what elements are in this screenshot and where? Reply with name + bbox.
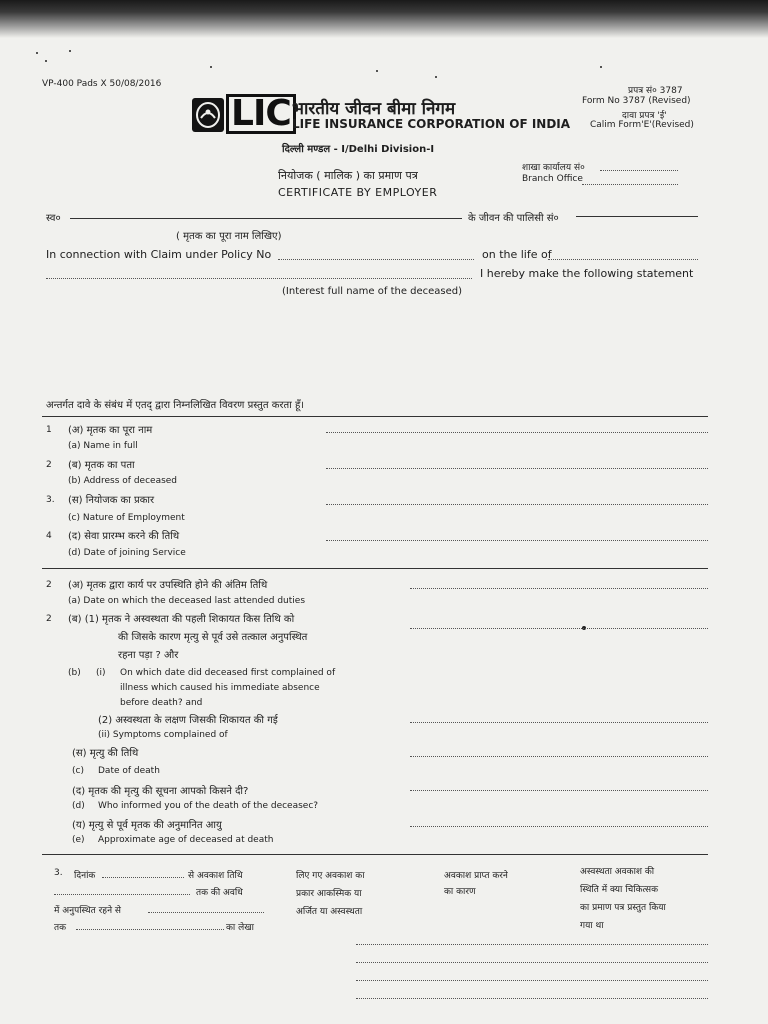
life-of-label: on the life of xyxy=(482,248,552,261)
employment-label: (c) Nature of Employment xyxy=(68,513,185,523)
item-b-roman: (i) xyxy=(96,668,106,678)
item-number: 1 xyxy=(46,425,52,435)
deceased-full-name-field[interactable] xyxy=(46,278,472,279)
leave-record-row[interactable] xyxy=(356,962,708,963)
policy-no-line[interactable] xyxy=(576,216,698,217)
title-hindi: नियोजक ( मालिक ) का प्रमाण पत्र xyxy=(278,169,418,182)
joining-date-field[interactable] xyxy=(326,540,708,541)
leave-record-row[interactable] xyxy=(356,944,708,945)
medical-cert-label-2: स्थिति में क्या चिकित्सक xyxy=(580,885,659,895)
scan-speck xyxy=(435,76,437,78)
leave-period-label: तक की अवधि xyxy=(196,888,243,898)
item-number: 4 xyxy=(46,531,52,541)
form-number: Form No 3787 (Revised) xyxy=(582,96,691,106)
age-label: Approximate age of deceased at death xyxy=(98,835,274,845)
medical-cert-label-3: का प्रमाण पत्र प्रस्तुत किया xyxy=(580,903,666,913)
division: दिल्ली मण्डल - I/Delhi Division-I xyxy=(282,144,435,155)
employment-field[interactable] xyxy=(326,504,708,505)
scan-speck xyxy=(69,50,71,52)
claim-form-label: Calim Form'E'(Revised) xyxy=(590,120,694,130)
scan-top-shadow xyxy=(0,0,768,38)
section-divider xyxy=(42,568,708,569)
form-number-hindi: प्रपत्र सं० 3787 xyxy=(628,86,683,96)
leave-record-row[interactable] xyxy=(356,980,708,981)
statement-label: I hereby make the following statement xyxy=(480,267,694,280)
joining-date-label-hindi: (द) सेवा प्रारम्भ करने की तिथि xyxy=(68,531,180,542)
leave-from-label: से अवकाश तिथि xyxy=(188,871,243,881)
item-b-label: (b) xyxy=(68,668,81,678)
absence-label: में अनुपस्थित रहने से xyxy=(54,906,122,916)
claim-policy-label: In connection with Claim under Policy No xyxy=(46,248,272,261)
name-note: (Interest full name of the deceased) xyxy=(282,286,463,297)
medical-cert-label-1: अस्वस्थता अवकाश की xyxy=(580,867,655,877)
address-field[interactable] xyxy=(326,468,708,469)
medical-cert-label-4: गया था xyxy=(580,921,604,931)
item-number: 2 xyxy=(46,460,52,470)
account-label: का लेखा xyxy=(226,923,254,933)
section-divider xyxy=(42,416,708,417)
joining-date-label: (d) Date of joining Service xyxy=(68,548,186,558)
item-number: 2 xyxy=(46,580,52,590)
name-label-hindi: (अ) मृतक का पूरा नाम xyxy=(68,425,153,436)
scan-speck xyxy=(45,60,47,62)
symptoms-label: (ii) Symptoms complained of xyxy=(98,730,228,740)
last-duty-field[interactable] xyxy=(410,588,708,589)
informant-label: Who informed you of the death of the deceasec? xyxy=(98,801,319,811)
name-note-hindi: ( मृतक का पूरा नाम लिखिए) xyxy=(176,231,282,242)
item-d-label: (d) xyxy=(72,801,85,811)
leave-date-label: दिनांक xyxy=(74,871,96,881)
informant-label-hindi: (द) मृतक की मृत्यु की सूचना आपको किसने दी? xyxy=(72,786,249,797)
lic-logo xyxy=(192,93,291,134)
until-label: तक xyxy=(54,923,67,933)
lic-emblem-icon xyxy=(192,98,224,132)
life-of-field[interactable] xyxy=(548,259,698,260)
item-number: 3. xyxy=(46,495,55,505)
lic-wordmark: LIC xyxy=(226,94,296,134)
org-name: LIFE INSURANCE CORPORATION OF INDIA xyxy=(292,117,571,131)
first-complaint-hindi-2: की जिसके कारण मृत्यु से पूर्व उसे तत्काल अनुपस्थित xyxy=(118,632,308,643)
section-divider xyxy=(42,854,708,855)
last-duty-label: (a) Date on which the deceased last attended duties xyxy=(68,596,306,606)
leave-record-row[interactable] xyxy=(356,998,708,999)
address-label-hindi: (ब) मृतक का पता xyxy=(68,460,135,471)
statement-hindi: अन्तर्गत दावे के संबंध में एतद् द्वारा निम्नलिखित विवरण प्रस्तुत करता हूँ। xyxy=(46,400,305,411)
scan-speck xyxy=(600,66,602,68)
policy-no-hindi: के जीवन की पालिसी सं० xyxy=(468,213,559,224)
leave-type-label-1: लिए गए अवकाश का xyxy=(296,871,365,881)
leave-type-label-2: प्रकार आकस्मिक या xyxy=(296,889,362,899)
pad-reference: VP-400 Pads X 50/08/2016 xyxy=(42,79,162,89)
claim-form-hindi: दावा प्रपत्र 'ई' xyxy=(622,111,667,121)
age-label-hindi: (य) मृत्यु से पूर्व मृतक की अनुमानित आयु xyxy=(72,820,222,831)
scan-speck xyxy=(376,70,378,72)
scan-speck xyxy=(36,52,38,54)
item-c-label: (c) xyxy=(72,766,84,776)
deceased-name-line[interactable] xyxy=(70,218,462,219)
symptoms-field[interactable] xyxy=(410,722,708,723)
item-e-label: (e) xyxy=(72,835,85,845)
leave-to-field[interactable] xyxy=(54,894,190,895)
branch-office-no-field[interactable] xyxy=(600,170,678,171)
death-date-field[interactable] xyxy=(410,756,708,757)
first-complaint-hindi-1: (ब) (1) मृतक ने अस्वस्थता की पहली शिकायत किस तिथि को xyxy=(68,614,295,625)
name-field[interactable] xyxy=(326,432,708,433)
name-label: (a) Name in full xyxy=(68,441,138,451)
first-complaint-field[interactable] xyxy=(410,628,708,629)
scan-speck xyxy=(210,66,212,68)
first-complaint-en-1: On which date did deceased first complained of xyxy=(120,668,336,678)
branch-office-label: Branch Office xyxy=(522,174,583,184)
symptoms-label-hindi: (2) अस्वस्थता के लक्षण जिसकी शिकायत की गई xyxy=(98,715,278,726)
first-complaint-en-2: illness which caused his immediate absence xyxy=(120,683,320,693)
branch-office-field[interactable] xyxy=(582,184,678,185)
leave-reason-label-2: का कारण xyxy=(444,887,476,897)
age-field[interactable] xyxy=(410,826,708,827)
leave-from-field[interactable] xyxy=(102,877,184,878)
first-complaint-hindi-3: रहना पड़ा ? और xyxy=(118,650,179,661)
address-label: (b) Address of deceased xyxy=(68,476,178,486)
death-date-label-hindi: (स) मृत्यु की तिथि xyxy=(72,748,139,759)
leave-type-label-3: अर्जित या अस्वस्थता xyxy=(296,907,363,917)
last-duty-label-hindi: (अ) मृतक द्वारा कार्य पर उपस्थिति होने की अंतिम तिथि xyxy=(68,580,268,591)
late-prefix-hindi: स्व० xyxy=(46,213,61,224)
death-date-label: Date of death xyxy=(98,766,160,776)
certificate-title: CERTIFICATE BY EMPLOYER xyxy=(278,186,438,199)
employment-label-hindi: (स) नियोजक का प्रकार xyxy=(68,495,155,506)
branch-office-hindi: शाखा कार्यालय सं० xyxy=(522,163,585,173)
org-name-hindi: भारतीय जीवन बीमा निगम xyxy=(292,99,456,119)
item-number: 3. xyxy=(54,868,63,878)
until-field[interactable] xyxy=(76,929,224,930)
first-complaint-en-3: before death? and xyxy=(120,698,203,708)
absence-field[interactable] xyxy=(148,912,264,913)
leave-reason-label-1: अवकाश प्राप्त करने xyxy=(444,871,508,881)
item-number: 2 xyxy=(46,614,52,624)
informant-field[interactable] xyxy=(410,790,708,791)
policy-no-field[interactable] xyxy=(278,259,474,260)
